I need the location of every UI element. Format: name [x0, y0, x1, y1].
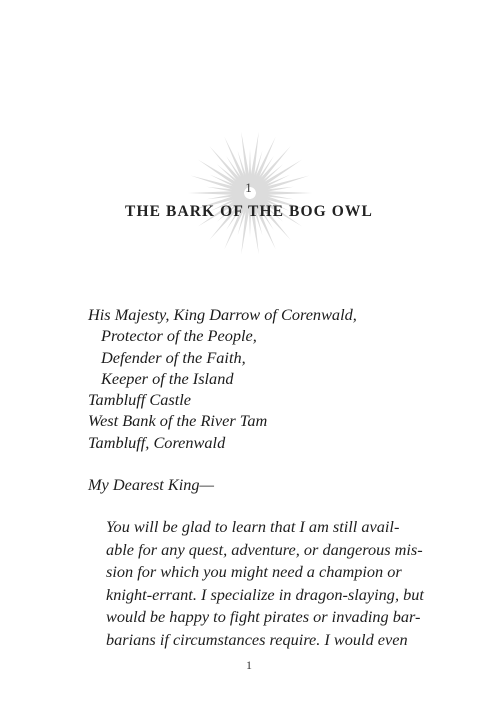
- body-line: knight-errant. I specialize in dragon-slaying, but: [106, 584, 424, 604]
- address-line: Defender of the Faith,: [101, 347, 246, 367]
- salutation: My Dearest King—: [88, 475, 215, 494]
- address-line: Tambluff, Corenwald: [88, 432, 226, 452]
- address-line: West Bank of the River Tam: [88, 411, 268, 431]
- address-line: His Majesty, King Darrow of Corenwald,: [88, 305, 357, 324]
- body-line: sion for which you might need a champion or: [106, 562, 402, 582]
- body-line: You will be glad to learn that I am still avail-: [106, 517, 400, 536]
- body-line: would be happy to fight pirates or invading bar-: [106, 607, 421, 627]
- chapter-number: 1: [245, 180, 253, 195]
- body-line: able for any quest, adventure, or dangerous mis-: [106, 539, 423, 559]
- page-number: 1: [246, 658, 252, 672]
- address-line: Keeper of the Island: [101, 368, 234, 388]
- address-line: Protector of the People,: [101, 326, 257, 346]
- chapter-title: THE BARK OF THE BOG OWL: [125, 203, 373, 220]
- address-block: [88, 304, 357, 453]
- body-line: barians if circumstances require. I would even: [106, 629, 408, 649]
- letter-body: [106, 516, 424, 652]
- address-line: Tambluff Castle: [88, 390, 191, 410]
